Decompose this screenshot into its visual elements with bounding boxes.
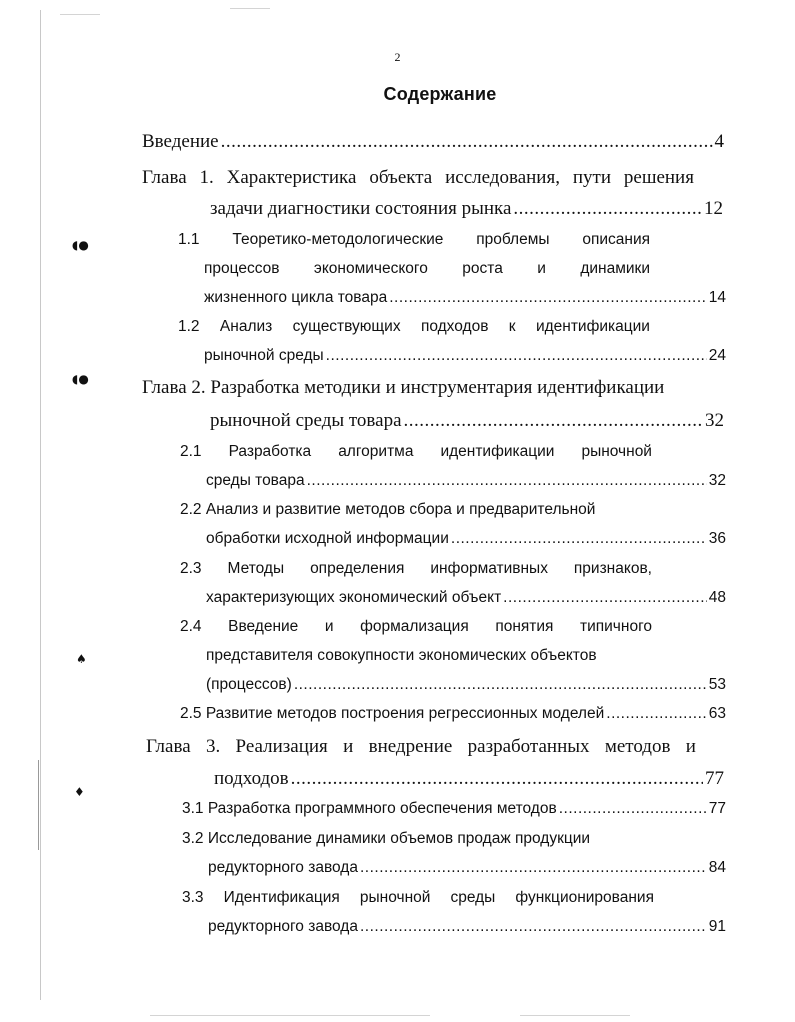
entry-page: 32 [708, 472, 726, 489]
word: Введение [228, 618, 299, 635]
entry-page: 77 [708, 800, 726, 817]
toc-section-2-1-line2[interactable] [206, 472, 726, 490]
scan-edge-line [60, 14, 100, 15]
toc-title: Содержание [383, 84, 497, 104]
toc-entry-intro[interactable] [142, 131, 724, 153]
word: проблемы [476, 231, 550, 248]
toc-section-3-3-line2[interactable] [208, 918, 726, 936]
toc-section-2-2-line1[interactable]: 2.2 Анализ и развитие методов сбора и предварительной [180, 501, 596, 518]
toc-chapter-3-heading[interactable] [146, 736, 696, 758]
word: 3. [205, 736, 221, 757]
word: и [324, 618, 334, 635]
entry-page: 91 [708, 918, 726, 935]
word: 2.1 [180, 443, 202, 460]
word: Реализация [235, 736, 328, 757]
scan-edge-line [38, 760, 39, 850]
word: формализация [360, 618, 469, 635]
word: 1.1 [178, 231, 200, 248]
toc-section-3-3-line1[interactable] [182, 889, 654, 907]
entry-page: 12 [704, 198, 723, 219]
entry-text: обработки исходной информации [206, 530, 449, 547]
word: к [508, 318, 516, 335]
word: функционирования [515, 889, 654, 906]
entry-text: характеризующих экономический объект [206, 589, 502, 606]
dot-leader [451, 530, 707, 548]
binding-hole-mark: ♦ [74, 785, 85, 799]
entry-page: 84 [708, 859, 726, 876]
word: 3.3 [182, 889, 204, 906]
entry-page: 53 [708, 676, 726, 693]
binding-hole-mark: ♠ [76, 652, 87, 666]
word: Разработка [228, 443, 312, 460]
entry-text: рыночной среды товара [210, 410, 402, 431]
word: и [685, 736, 696, 757]
toc-section-3-1[interactable] [182, 800, 726, 818]
entry-text: рыночной среды [204, 347, 324, 364]
entry-text: жизненного цикла товара [204, 289, 388, 306]
entry-page: 4 [714, 131, 724, 152]
word: решения [623, 167, 694, 188]
word: рыночной [581, 443, 652, 460]
entry-page: 14 [708, 289, 726, 306]
entry-text: Введение [142, 131, 219, 152]
toc-chapter-1-heading[interactable] [142, 167, 694, 189]
toc-section-2-4-line2[interactable]: представителя совокупности экономических объектов [206, 647, 597, 664]
entry-text: среды товара [206, 472, 305, 489]
entry-text: 2.5 Развитие методов построения регрессионных моделей [180, 705, 605, 722]
word: Методы [227, 560, 285, 577]
word: информативных [430, 560, 548, 577]
dot-leader [307, 472, 707, 490]
toc-section-2-3-line2[interactable] [206, 589, 726, 607]
entry-page: 36 [708, 530, 726, 547]
word: типичного [580, 618, 652, 635]
word: экономического [313, 260, 428, 277]
toc-section-2-1-line1[interactable] [180, 443, 652, 461]
word: 2.3 [180, 560, 202, 577]
toc-section-3-2-line2[interactable] [208, 859, 726, 877]
word: динамики [580, 260, 650, 277]
dot-leader [503, 589, 707, 607]
entry-page: 24 [708, 347, 726, 364]
entry-text: (процессов) [206, 676, 292, 693]
word: 1.2 [178, 318, 200, 335]
toc-section-1-1-line3[interactable] [204, 289, 726, 307]
dot-leader [559, 800, 707, 818]
toc-section-2-2-line2[interactable] [206, 530, 726, 548]
dot-leader [291, 768, 703, 790]
toc-chapter-2-heading[interactable]: Глава 2. Разработка методики и инструментария идентификации [142, 377, 665, 398]
entry-text: редукторного завода [208, 918, 358, 935]
toc-section-1-1-line2[interactable] [204, 260, 650, 278]
toc-section-2-4-line1[interactable] [180, 618, 652, 636]
word: процессов [204, 260, 280, 277]
word: Глава [146, 736, 191, 757]
word: внедрение [368, 736, 453, 757]
scan-edge-line [520, 1015, 630, 1016]
entry-text: задачи диагностики состояния рынка [210, 198, 512, 219]
entry-page: 63 [708, 705, 726, 722]
entry-text: подходов [214, 768, 289, 789]
word: подходов [420, 318, 489, 335]
word: Идентификация [223, 889, 340, 906]
word: Характеристика [226, 167, 357, 188]
entry-page: 48 [708, 589, 726, 606]
toc-section-2-4-line3[interactable] [206, 676, 726, 694]
word: понятия [495, 618, 554, 635]
dot-leader [360, 859, 707, 877]
scan-edge-line [150, 1015, 430, 1016]
dot-leader [389, 289, 707, 307]
entry-page: 77 [705, 768, 724, 789]
page-number: 2 [394, 50, 401, 64]
word: и [537, 260, 546, 277]
dot-leader [294, 676, 707, 694]
word: 2.4 [180, 618, 202, 635]
entry-page: 32 [705, 410, 724, 431]
word: определения [310, 560, 405, 577]
toc-chapter-3-cont[interactable] [214, 768, 724, 790]
word: методов [604, 736, 671, 757]
toc-chapter-1-cont[interactable] [210, 198, 723, 220]
word: признаков, [573, 560, 652, 577]
binding-hole-mark: ◖● [72, 372, 89, 386]
word: Глава [142, 167, 187, 188]
word: алгоритма [338, 443, 414, 460]
dot-leader [404, 410, 703, 432]
toc-chapter-2-cont[interactable] [210, 410, 724, 432]
binding-hole-mark: ◖● [72, 238, 89, 252]
word: среды [450, 889, 496, 906]
dot-leader [513, 198, 702, 220]
scan-edge-line [40, 10, 41, 1000]
entry-text: 3.1 Разработка программного обеспечения методов [182, 800, 557, 817]
word: идентификации [535, 318, 650, 335]
word: 1. [199, 167, 214, 188]
toc-section-1-2-line2[interactable] [204, 347, 726, 365]
word: описания [582, 231, 650, 248]
word: разработанных [467, 736, 590, 757]
dot-leader [326, 347, 707, 365]
scan-edge-line [230, 8, 270, 9]
word: исследования, [445, 167, 560, 188]
toc-section-2-5[interactable] [180, 705, 726, 723]
word: и [343, 736, 354, 757]
toc-section-2-3-line1[interactable] [180, 560, 652, 578]
toc-section-1-1-line1[interactable] [178, 231, 650, 249]
dot-leader [360, 918, 707, 936]
dot-leader [221, 131, 713, 153]
entry-text: редукторного завода [208, 859, 358, 876]
word: объекта [369, 167, 433, 188]
word: роста [462, 260, 503, 277]
word: Анализ [219, 318, 273, 335]
toc-section-3-2-line1[interactable]: 3.2 Исследование динамики объемов продаж продукции [182, 830, 591, 847]
toc-section-1-2-line1[interactable] [178, 318, 650, 336]
dot-leader [606, 705, 706, 723]
word: пути [572, 167, 611, 188]
word: Теоретико-методологические [232, 231, 444, 248]
word: идентификации [440, 443, 555, 460]
word: рыночной [359, 889, 431, 906]
word: существующих [292, 318, 401, 335]
